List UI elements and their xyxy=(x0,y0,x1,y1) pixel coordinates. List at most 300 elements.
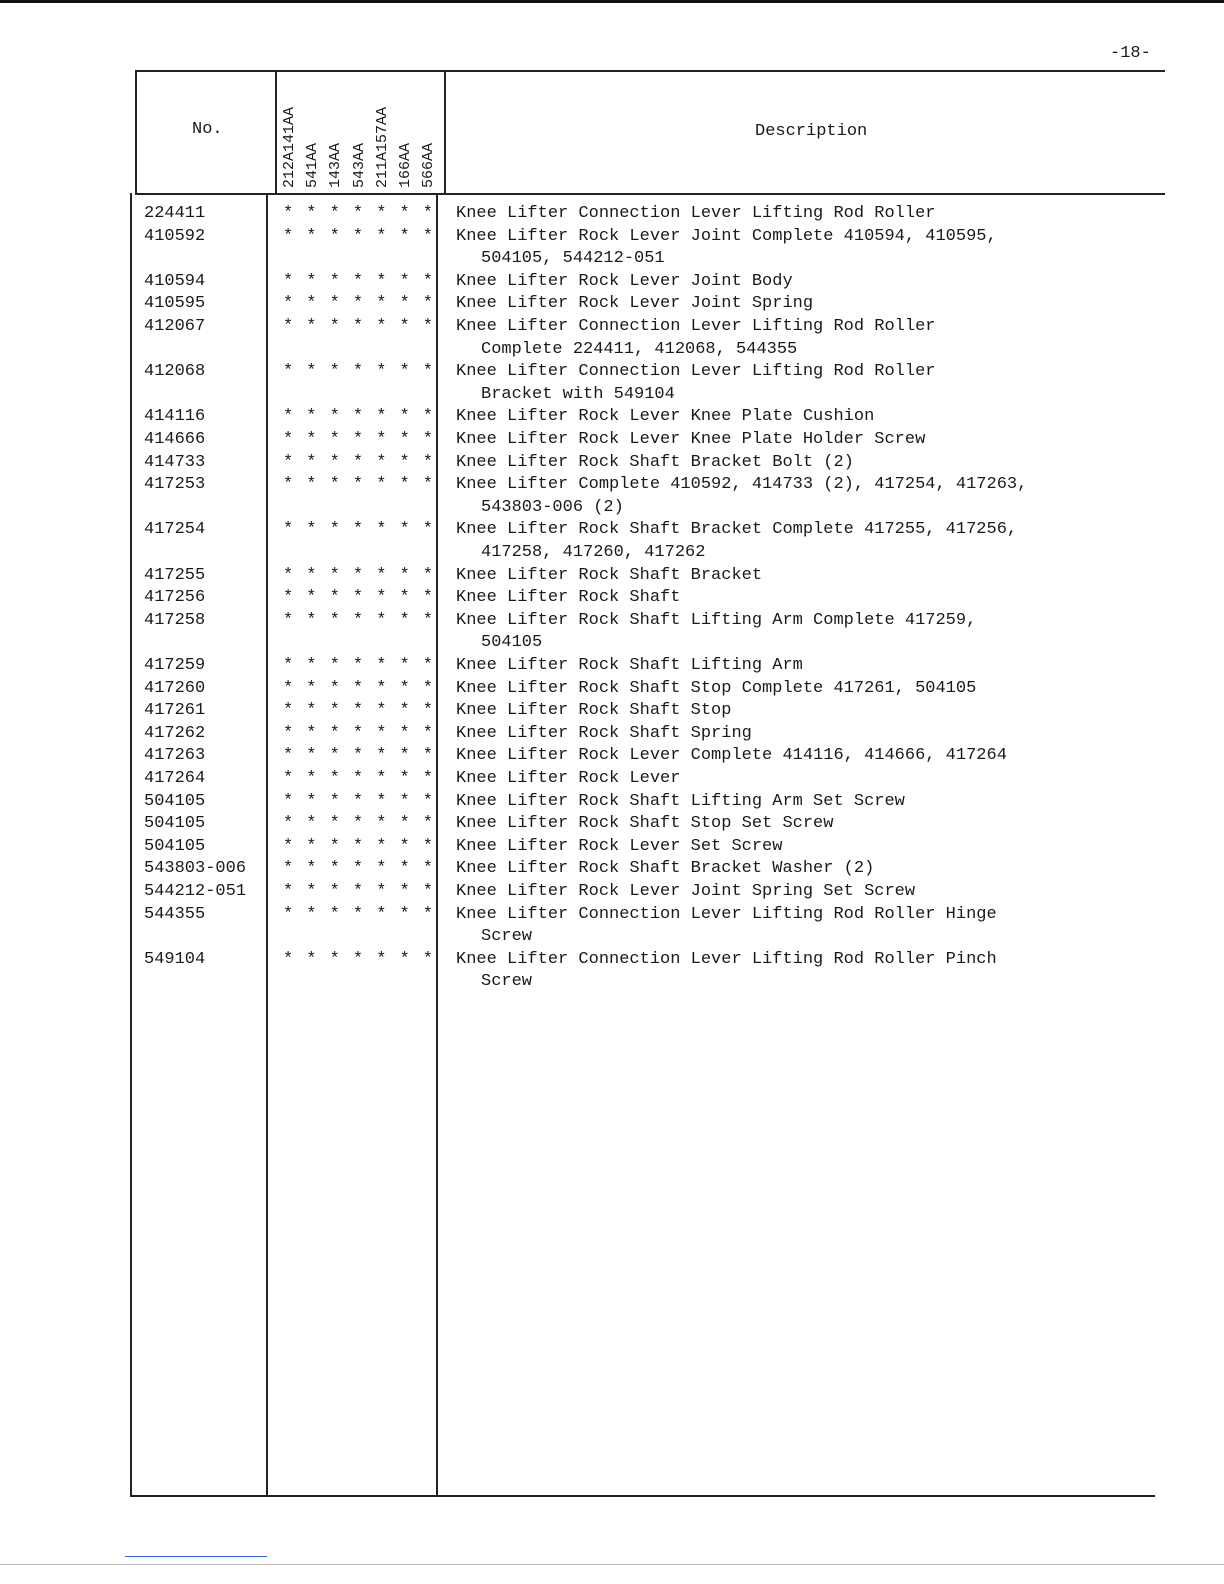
applicability-mark: * xyxy=(306,226,317,246)
table-bottom-rule xyxy=(130,1495,1155,1497)
applicability-mark: * xyxy=(283,859,294,879)
description-line: Knee Lifter Connection Lever Lifting Rod Roller xyxy=(456,317,936,336)
applicability-mark: * xyxy=(329,407,340,427)
applicability-mark: * xyxy=(352,859,364,879)
part-description xyxy=(456,723,1156,746)
applicability-mark: * xyxy=(329,904,340,924)
applicability-mark: * xyxy=(352,294,364,314)
applicability-mark: * xyxy=(283,317,294,336)
part-number: 504105 xyxy=(144,791,206,811)
applicability-mark: * xyxy=(329,317,340,336)
applicability-mark: * xyxy=(352,746,364,766)
applicability-mark: * xyxy=(352,610,364,630)
applicability-mark: * xyxy=(306,271,317,291)
part-number: 414666 xyxy=(144,430,206,449)
model-applicability-marks xyxy=(283,745,433,768)
applicability-mark: * xyxy=(399,204,410,223)
applicability-mark: * xyxy=(306,859,317,879)
applicability-mark: * xyxy=(376,701,387,721)
applicability-mark: * xyxy=(306,746,317,766)
table-top-rule xyxy=(135,70,1165,72)
part-description xyxy=(456,791,1156,814)
applicability-mark: * xyxy=(306,791,317,811)
model-applicability-marks xyxy=(283,881,433,904)
model-header: 566AA xyxy=(420,142,437,188)
applicability-mark: * xyxy=(352,814,364,834)
applicability-mark: * xyxy=(422,723,433,743)
models-column-left-border xyxy=(275,70,277,195)
applicability-mark: * xyxy=(376,475,387,495)
applicability-mark: * xyxy=(399,836,410,856)
description-line: Knee Lifter Connection Lever Lifting Rod Roller xyxy=(456,362,936,382)
applicability-mark: * xyxy=(306,769,317,788)
applicability-mark: * xyxy=(376,814,387,834)
part-description xyxy=(456,836,1156,859)
description-line: Knee Lifter Rock Lever Joint Body xyxy=(456,271,793,291)
description-line: Knee Lifter Rock Shaft Stop Set Screw xyxy=(456,814,834,834)
part-description xyxy=(456,293,1156,316)
part-number: 417256 xyxy=(144,588,206,608)
model-applicability-marks xyxy=(283,429,433,452)
applicability-mark: * xyxy=(399,814,410,834)
part-number: 417263 xyxy=(144,746,206,766)
applicability-mark: * xyxy=(399,904,410,924)
model-header: 543AA xyxy=(351,142,368,188)
description-line: Knee Lifter Rock Lever Knee Plate Holder Screw xyxy=(456,430,926,449)
applicability-mark: * xyxy=(399,226,410,246)
applicability-mark: * xyxy=(399,678,410,698)
applicability-mark: * xyxy=(376,949,387,969)
part-description xyxy=(456,452,1156,475)
description-line: Knee Lifter Rock Shaft Bracket xyxy=(456,565,763,585)
applicability-mark: * xyxy=(422,362,433,382)
description-line: Knee Lifter Rock Shaft Bracket Washer (2) xyxy=(456,859,875,879)
applicability-mark: * xyxy=(399,430,410,449)
description-line: Knee Lifter Rock Lever Joint Complete 410594, 410595, xyxy=(456,226,997,246)
applicability-mark: * xyxy=(306,723,317,743)
description-line: Knee Lifter Rock Shaft Bracket Complete 417255, 417256, xyxy=(456,520,1018,540)
part-description xyxy=(456,610,1156,655)
applicability-mark: * xyxy=(283,769,294,788)
applicability-mark: * xyxy=(329,294,340,314)
applicability-mark: * xyxy=(352,904,364,924)
model-applicability-marks xyxy=(283,700,433,723)
applicability-mark: * xyxy=(329,882,340,901)
part-description xyxy=(456,226,1156,271)
applicability-mark: * xyxy=(352,882,364,901)
part-description xyxy=(456,429,1156,452)
applicability-mark: * xyxy=(329,746,340,766)
applicability-mark: * xyxy=(306,814,317,834)
applicability-mark: * xyxy=(352,588,364,608)
applicability-mark: * xyxy=(399,452,410,472)
part-number: 417255 xyxy=(144,565,206,585)
part-description xyxy=(456,271,1156,294)
applicability-mark: * xyxy=(329,859,340,879)
applicability-mark: * xyxy=(352,452,364,472)
applicability-mark: * xyxy=(283,271,294,291)
part-number: 224411 xyxy=(144,204,206,223)
applicability-mark: * xyxy=(399,565,410,585)
applicability-mark: * xyxy=(283,814,294,834)
part-number: 417264 xyxy=(144,769,206,788)
description-line: Knee Lifter Rock Lever Set Screw xyxy=(456,836,783,856)
applicability-mark: * xyxy=(376,882,387,901)
applicability-mark: * xyxy=(352,204,364,223)
part-description xyxy=(456,361,1156,406)
applicability-mark: * xyxy=(329,723,340,743)
applicability-mark: * xyxy=(376,226,387,246)
applicability-mark: * xyxy=(283,746,294,766)
applicability-mark: * xyxy=(283,226,294,246)
part-description xyxy=(456,700,1156,723)
applicability-mark: * xyxy=(306,294,317,314)
applicability-mark: * xyxy=(399,610,410,630)
applicability-mark: * xyxy=(329,362,340,382)
applicability-mark: * xyxy=(422,452,433,472)
applicability-mark: * xyxy=(283,588,294,608)
applicability-mark: * xyxy=(422,701,433,721)
part-description xyxy=(456,316,1156,361)
description-line: Knee Lifter Connection Lever Lifting Rod Roller xyxy=(456,204,936,223)
applicability-mark: * xyxy=(376,430,387,449)
applicability-mark: * xyxy=(283,475,294,495)
applicability-mark: * xyxy=(329,565,340,585)
applicability-mark: * xyxy=(283,678,294,698)
applicability-mark: * xyxy=(329,836,340,856)
applicability-mark: * xyxy=(376,588,387,608)
applicability-mark: * xyxy=(376,746,387,766)
description-line: Knee Lifter Rock Lever Complete 414116, 414666, 417264 xyxy=(456,746,1007,766)
header-no: No. xyxy=(192,120,223,139)
applicability-mark: * xyxy=(306,362,317,382)
description-continuation-line: 543803-006 (2) xyxy=(481,497,624,517)
part-number: 417261 xyxy=(144,701,206,721)
applicability-mark: * xyxy=(422,430,433,449)
applicability-mark: * xyxy=(283,882,294,901)
part-number: 544355 xyxy=(144,904,206,924)
part-number: 417259 xyxy=(144,656,206,675)
applicability-mark: * xyxy=(399,882,410,901)
model-applicability-marks xyxy=(283,904,433,927)
description-line: Knee Lifter Rock Shaft Lifting Arm xyxy=(456,656,803,675)
part-description xyxy=(456,406,1156,429)
description-line: Knee Lifter Rock Shaft Spring xyxy=(456,723,752,743)
description-line: Knee Lifter Connection Lever Lifting Rod Roller Hinge xyxy=(456,904,997,924)
applicability-mark: * xyxy=(329,204,340,223)
applicability-mark: * xyxy=(329,949,340,969)
applicability-mark: * xyxy=(283,565,294,585)
model-applicability-marks xyxy=(283,587,433,610)
model-applicability-marks xyxy=(283,949,433,972)
part-description xyxy=(456,587,1156,610)
applicability-mark: * xyxy=(376,520,387,540)
description-line: Knee Lifter Rock Lever Knee Plate Cushion xyxy=(456,407,875,427)
model-header: 166AA xyxy=(397,142,414,188)
applicability-mark: * xyxy=(306,656,317,675)
applicability-mark: * xyxy=(422,407,433,427)
model-applicability-marks xyxy=(283,452,433,475)
applicability-mark: * xyxy=(329,588,340,608)
part-description xyxy=(456,881,1156,904)
applicability-mark: * xyxy=(306,836,317,856)
applicability-mark: * xyxy=(422,746,433,766)
applicability-mark: * xyxy=(399,520,410,540)
applicability-mark: * xyxy=(306,475,317,495)
applicability-mark: * xyxy=(283,701,294,721)
applicability-mark: * xyxy=(352,565,364,585)
description-line: Knee Lifter Rock Shaft Stop Complete 417261, 504105 xyxy=(456,678,977,698)
description-column-left-border-lower xyxy=(436,193,438,1497)
applicability-mark: * xyxy=(283,520,294,540)
description-line: Knee Lifter Rock Shaft Lifting Arm Set Screw xyxy=(456,791,905,811)
applicability-mark: * xyxy=(376,565,387,585)
part-number: 417260 xyxy=(144,678,206,698)
part-description xyxy=(456,678,1156,701)
part-number: 543803-006 xyxy=(144,859,247,879)
applicability-mark: * xyxy=(352,226,364,246)
applicability-mark: * xyxy=(352,836,364,856)
model-applicability-marks xyxy=(283,813,433,836)
applicability-mark: * xyxy=(422,836,433,856)
page-number: -18- xyxy=(1110,44,1151,63)
table-left-border-lower xyxy=(130,193,132,1497)
description-continuation-line: Screw xyxy=(481,972,533,992)
part-number: 410594 xyxy=(144,271,206,291)
model-applicability-marks xyxy=(283,768,433,791)
applicability-mark: * xyxy=(376,317,387,336)
table-left-border xyxy=(135,70,137,195)
applicability-mark: * xyxy=(352,430,364,449)
model-applicability-marks xyxy=(283,361,433,384)
applicability-mark: * xyxy=(329,678,340,698)
applicability-mark: * xyxy=(283,294,294,314)
applicability-mark: * xyxy=(352,407,364,427)
applicability-mark: * xyxy=(329,814,340,834)
applicability-mark: * xyxy=(306,204,317,223)
applicability-mark: * xyxy=(306,317,317,336)
applicability-mark: * xyxy=(399,271,410,291)
applicability-mark: * xyxy=(376,791,387,811)
applicability-mark: * xyxy=(376,362,387,382)
model-applicability-marks xyxy=(283,655,433,678)
description-line: Knee Lifter Complete 410592, 414733 (2), 417254, 417263, xyxy=(456,475,1028,495)
model-applicability-marks xyxy=(283,293,433,316)
header-description: Description xyxy=(755,122,868,141)
description-line: Knee Lifter Connection Lever Lifting Rod Roller Pinch xyxy=(456,949,997,969)
part-description xyxy=(456,655,1156,678)
footer-rule xyxy=(125,1556,267,1557)
applicability-mark: * xyxy=(376,271,387,291)
applicability-mark: * xyxy=(422,882,433,901)
model-applicability-marks xyxy=(283,723,433,746)
part-number: 417254 xyxy=(144,520,206,540)
description-line: Knee Lifter Rock Lever Joint Spring Set Screw xyxy=(456,882,916,901)
applicability-mark: * xyxy=(376,204,387,223)
applicability-mark: * xyxy=(283,407,294,427)
top-border xyxy=(0,0,1224,3)
part-number: 417262 xyxy=(144,723,206,743)
applicability-mark: * xyxy=(422,814,433,834)
part-number: 549104 xyxy=(144,949,206,969)
applicability-mark: * xyxy=(399,294,410,314)
applicability-mark: * xyxy=(306,949,317,969)
model-applicability-marks xyxy=(283,836,433,859)
part-number: 504105 xyxy=(144,836,206,856)
applicability-mark: * xyxy=(376,859,387,879)
applicability-mark: * xyxy=(399,317,410,336)
applicability-mark: * xyxy=(422,588,433,608)
part-description xyxy=(456,745,1156,768)
applicability-mark: * xyxy=(306,904,317,924)
applicability-mark: * xyxy=(352,362,364,382)
description-line: Knee Lifter Rock Shaft Bracket Bolt (2) xyxy=(456,452,854,472)
applicability-mark: * xyxy=(422,949,433,969)
applicability-mark: * xyxy=(376,452,387,472)
applicability-mark: * xyxy=(329,791,340,811)
applicability-mark: * xyxy=(422,317,433,336)
header-bottom-rule xyxy=(135,193,1165,195)
part-number: 410592 xyxy=(144,226,206,246)
model-applicability-marks xyxy=(283,406,433,429)
applicability-mark: * xyxy=(376,294,387,314)
description-continuation-line: 504105, 544212-051 xyxy=(481,249,665,269)
applicability-mark: * xyxy=(306,520,317,540)
applicability-mark: * xyxy=(283,610,294,630)
applicability-mark: * xyxy=(329,656,340,675)
part-description xyxy=(456,565,1156,588)
applicability-mark: * xyxy=(283,430,294,449)
part-description xyxy=(456,203,1156,226)
applicability-mark: * xyxy=(376,656,387,675)
model-applicability-marks xyxy=(283,565,433,588)
part-number: 504105 xyxy=(144,814,206,834)
applicability-mark: * xyxy=(306,678,317,698)
applicability-mark: * xyxy=(422,904,433,924)
description-line: Knee Lifter Rock Lever Joint Spring xyxy=(456,294,814,314)
applicability-mark: * xyxy=(306,588,317,608)
model-applicability-marks xyxy=(283,271,433,294)
applicability-mark: * xyxy=(352,520,364,540)
description-column-left-border xyxy=(444,70,446,195)
applicability-mark: * xyxy=(329,452,340,472)
applicability-mark: * xyxy=(306,701,317,721)
applicability-mark: * xyxy=(422,678,433,698)
description-continuation-line: Complete 224411, 412068, 544355 xyxy=(481,339,798,359)
applicability-mark: * xyxy=(352,678,364,698)
applicability-mark: * xyxy=(283,656,294,675)
applicability-mark: * xyxy=(376,769,387,788)
page-bottom-edge xyxy=(0,1564,1224,1565)
applicability-mark: * xyxy=(422,294,433,314)
applicability-mark: * xyxy=(422,565,433,585)
part-number: 414116 xyxy=(144,407,206,427)
applicability-mark: * xyxy=(329,271,340,291)
applicability-mark: * xyxy=(399,859,410,879)
applicability-mark: * xyxy=(329,701,340,721)
applicability-mark: * xyxy=(422,520,433,540)
applicability-mark: * xyxy=(399,588,410,608)
applicability-mark: * xyxy=(376,407,387,427)
applicability-mark: * xyxy=(283,452,294,472)
part-description xyxy=(456,768,1156,791)
description-continuation-line: Screw xyxy=(481,927,533,947)
applicability-mark: * xyxy=(352,475,364,495)
applicability-mark: * xyxy=(422,769,433,788)
description-continuation-line: 504105 xyxy=(481,633,543,653)
applicability-mark: * xyxy=(376,678,387,698)
model-applicability-marks xyxy=(283,791,433,814)
applicability-mark: * xyxy=(399,362,410,382)
applicability-mark: * xyxy=(422,610,433,630)
applicability-mark: * xyxy=(306,430,317,449)
description-line: Knee Lifter Rock Lever xyxy=(456,769,681,788)
part-number: 412067 xyxy=(144,317,206,336)
applicability-mark: * xyxy=(422,656,433,675)
applicability-mark: * xyxy=(399,407,410,427)
applicability-mark: * xyxy=(283,791,294,811)
applicability-mark: * xyxy=(422,859,433,879)
applicability-mark: * xyxy=(329,430,340,449)
model-header: 212A141AA xyxy=(281,106,298,188)
part-description xyxy=(456,813,1156,836)
models-column-left-border-lower xyxy=(266,193,268,1497)
part-description xyxy=(456,519,1156,564)
part-number: 410595 xyxy=(144,294,206,314)
description-line: Knee Lifter Rock Shaft Stop xyxy=(456,701,732,721)
model-applicability-marks xyxy=(283,203,433,226)
applicability-mark: * xyxy=(399,701,410,721)
applicability-mark: * xyxy=(376,904,387,924)
applicability-mark: * xyxy=(352,656,364,675)
model-header: 541AA xyxy=(304,142,321,188)
part-description xyxy=(456,949,1156,994)
applicability-mark: * xyxy=(283,904,294,924)
applicability-mark: * xyxy=(352,701,364,721)
applicability-mark: * xyxy=(329,475,340,495)
applicability-mark: * xyxy=(422,791,433,811)
applicability-mark: * xyxy=(352,949,364,969)
applicability-mark: * xyxy=(283,723,294,743)
applicability-mark: * xyxy=(376,723,387,743)
applicability-mark: * xyxy=(283,204,294,223)
model-applicability-marks xyxy=(283,226,433,249)
applicability-mark: * xyxy=(399,723,410,743)
applicability-mark: * xyxy=(283,836,294,856)
applicability-mark: * xyxy=(399,656,410,675)
applicability-mark: * xyxy=(399,475,410,495)
description-continuation-line: Bracket with 549104 xyxy=(481,384,675,404)
applicability-mark: * xyxy=(376,836,387,856)
applicability-mark: * xyxy=(329,769,340,788)
applicability-mark: * xyxy=(399,746,410,766)
applicability-mark: * xyxy=(352,723,364,743)
description-line: Knee Lifter Rock Shaft xyxy=(456,588,681,608)
applicability-mark: * xyxy=(306,452,317,472)
applicability-mark: * xyxy=(352,317,364,336)
applicability-mark: * xyxy=(329,610,340,630)
applicability-mark: * xyxy=(422,204,433,223)
part-number: 412068 xyxy=(144,362,206,382)
part-number: 544212-051 xyxy=(144,882,247,901)
applicability-mark: * xyxy=(306,882,317,901)
applicability-mark: * xyxy=(422,271,433,291)
applicability-mark: * xyxy=(352,791,364,811)
part-description xyxy=(456,474,1156,519)
part-number: 417253 xyxy=(144,475,206,495)
applicability-mark: * xyxy=(283,949,294,969)
part-description xyxy=(456,904,1156,949)
